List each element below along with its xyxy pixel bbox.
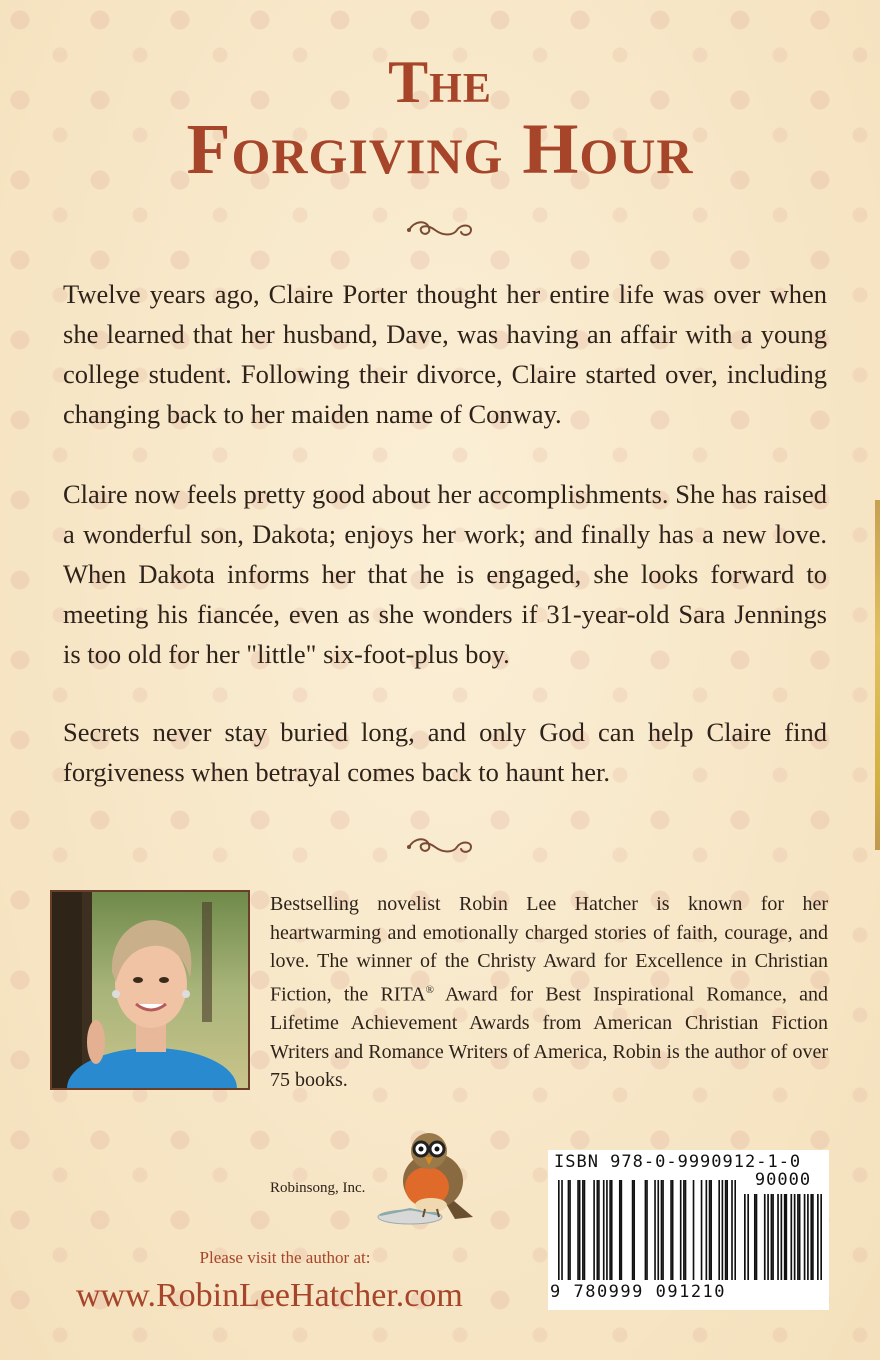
ean-digits: 9 780999 091210 xyxy=(550,1282,727,1302)
flourish-icon xyxy=(0,218,880,246)
barcode-bar xyxy=(731,1180,733,1280)
barcode-bar xyxy=(820,1194,822,1280)
title-line-1: The xyxy=(388,49,492,115)
barcode-bar xyxy=(569,1180,571,1280)
barcode-bar xyxy=(582,1180,584,1280)
isbn-barcode xyxy=(548,1150,829,1310)
barcode-bar xyxy=(633,1180,635,1280)
barcode-bar xyxy=(683,1180,685,1280)
barcode-bar xyxy=(609,1180,611,1280)
barcode-bar xyxy=(645,1180,647,1280)
barcode-bar xyxy=(794,1194,796,1280)
barcode-bar xyxy=(756,1194,758,1280)
barcode-bar xyxy=(693,1180,695,1280)
ean-bars xyxy=(558,1180,736,1280)
barcode-bar xyxy=(632,1180,634,1280)
barcode-bar xyxy=(672,1180,674,1280)
barcode-bar xyxy=(654,1180,656,1280)
barcode-bar xyxy=(772,1194,774,1280)
addon-bars xyxy=(744,1194,822,1280)
barcode-bar xyxy=(685,1180,687,1280)
barcode-bar xyxy=(734,1180,736,1280)
barcode-bar xyxy=(799,1194,801,1280)
barcode-bar xyxy=(670,1180,672,1280)
barcode-bar xyxy=(781,1194,783,1280)
barcode-bar xyxy=(584,1180,586,1280)
barcode-bar xyxy=(804,1194,806,1280)
visit-label: Please visit the author at: xyxy=(199,1248,371,1267)
barcode-bar xyxy=(754,1194,756,1280)
price-addon-digits: 90000 xyxy=(754,1170,812,1190)
barcode-bar xyxy=(709,1180,711,1280)
barcode-bar xyxy=(579,1180,581,1280)
barcode-bar xyxy=(807,1194,809,1280)
barcode-bar xyxy=(785,1194,787,1280)
cover-edge-strip xyxy=(875,500,880,850)
barcode-bar xyxy=(767,1194,769,1280)
barcode-bar xyxy=(561,1180,563,1280)
barcode-bar xyxy=(596,1180,598,1280)
barcode-bar xyxy=(662,1180,664,1280)
barcode-bar xyxy=(817,1194,819,1280)
barcode-bar xyxy=(568,1180,570,1280)
barcode-bar xyxy=(771,1194,773,1280)
bio-text-1: Bestselling novelist Robin Lee Hatcher is known for her heartwarming and emotionally charged stories of faith, courage, and love. The winner of the Christy Award for Excellence in Christian Fiction, the RITA xyxy=(270,893,828,1006)
barcode-bar xyxy=(777,1194,779,1280)
barcode-bar xyxy=(790,1194,792,1280)
barcode-bar xyxy=(747,1194,749,1280)
barcode-bar xyxy=(764,1194,766,1280)
barcode-bar xyxy=(611,1180,613,1280)
barcode-bar xyxy=(646,1180,648,1280)
barcode-bar xyxy=(558,1180,560,1280)
flourish-icon xyxy=(0,835,880,863)
blurb-paragraph-2: Claire now feels pretty good about her accomplishments. She has raised a wonderful son, Dakota; enjoys her work; and finally has a new love. When Dakota informs her that he is engaged, she looks forward to meeting his fiancée, even as she wonders if 31-year-old Sara Jennings is too old for her "little" six-foot-plus boy. xyxy=(63,479,827,669)
robin-bird-icon xyxy=(355,1125,480,1230)
publisher-name: Robinsong, Inc. xyxy=(270,1180,366,1196)
barcode-bar xyxy=(722,1180,724,1280)
barcode-bar xyxy=(577,1180,579,1280)
barcode-bar xyxy=(606,1180,608,1280)
author-website-link[interactable]: www.RobinLeeHatcher.com xyxy=(76,1277,463,1314)
barcode-bar xyxy=(593,1180,595,1280)
barcode-bar xyxy=(701,1180,703,1280)
barcode-bar xyxy=(784,1194,786,1280)
barcode-bar xyxy=(710,1180,712,1280)
barcode-bar xyxy=(603,1180,605,1280)
barcode-bar xyxy=(797,1194,799,1280)
barcode-bar xyxy=(718,1180,720,1280)
author-bio xyxy=(270,890,828,1095)
blurb-paragraph-1: Twelve years ago, Claire Porter thought her entire life was over when she learned that her husband, Dave, was having an affair with a young college student. Following their divorce, Claire started over, including changing back to her maiden name of Conway. xyxy=(63,279,827,429)
barcode-bar xyxy=(619,1180,621,1280)
isbn-number: ISBN 978-0-9990912-1-0 xyxy=(554,1152,802,1172)
title-line-2: Forgiving Hour xyxy=(186,109,694,189)
author-photo xyxy=(50,890,250,1090)
registered-mark: ® xyxy=(425,983,434,996)
barcode-bar xyxy=(812,1194,814,1280)
barcode-bar xyxy=(725,1180,727,1280)
blurb-paragraph-3: Secrets never stay buried long, and only God can help Claire find forgiveness when betrayal comes back to haunt her. xyxy=(63,717,827,787)
bio-text-2: Award for Best Inspirational Romance, and Lifetime Achievement Awards from American Christian Fiction Writers and Romance Writers of America, Robin is the author of over 75 books. xyxy=(270,983,828,1092)
barcode-bar xyxy=(726,1180,728,1280)
barcode-bar xyxy=(706,1180,708,1280)
barcode-bar xyxy=(744,1194,746,1280)
barcode-bar xyxy=(657,1180,659,1280)
barcode-bar xyxy=(680,1180,682,1280)
barcode-bar xyxy=(621,1180,623,1280)
barcode-bar xyxy=(598,1180,600,1280)
barcode-bar xyxy=(661,1180,663,1280)
barcode-bar xyxy=(810,1194,812,1280)
